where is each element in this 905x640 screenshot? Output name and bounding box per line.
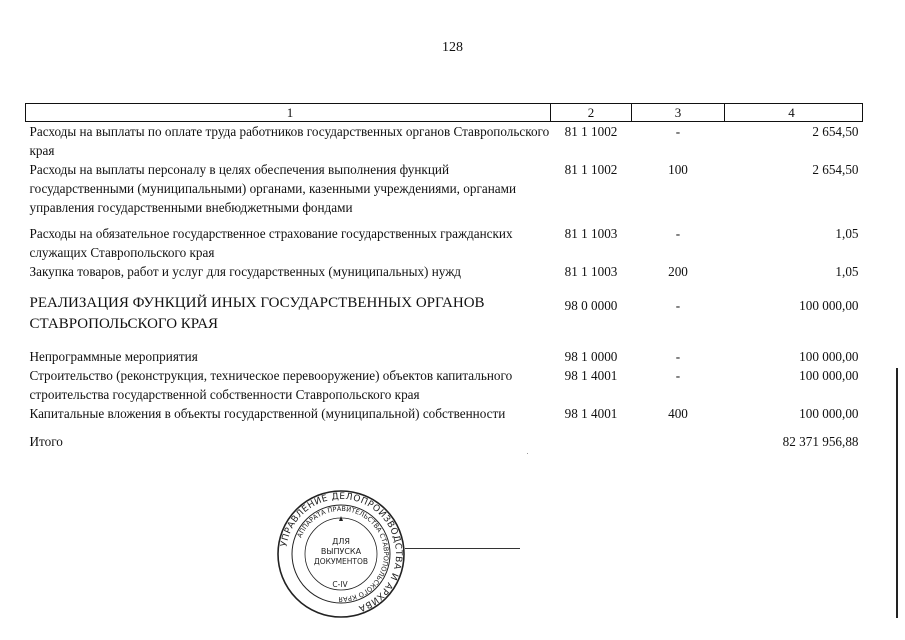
row-type: - xyxy=(675,124,681,139)
column-header-4: 4 xyxy=(725,104,863,122)
official-stamp xyxy=(276,489,406,619)
row-code: 98 1 0000 xyxy=(564,349,618,364)
row-amount: 2 654,50 xyxy=(812,162,859,177)
row-name: Капитальные вложения в объекты государственной (муниципальной) собственности xyxy=(29,406,506,421)
star-icon xyxy=(339,516,343,521)
row-name: Расходы на выплаты по оплате труда работников государственных органов Ставропольского края xyxy=(29,124,550,158)
section-title: РЕАЛИЗАЦИЯ ФУНКЦИЙ ИНЫХ ГОСУДАРСТВЕННЫХ ОРГАНОВ СТАВРОПОЛЬСКОГО КРАЯ xyxy=(29,295,485,332)
table-row xyxy=(26,224,863,262)
section-row xyxy=(26,281,863,347)
table-row xyxy=(26,122,863,161)
scan-speck xyxy=(527,453,528,454)
row-code: 81 1 1003 xyxy=(564,264,618,279)
table-row xyxy=(26,404,863,430)
page-number: 128 xyxy=(442,40,463,55)
total-type-empty xyxy=(632,430,725,451)
row-name: Непрограммные мероприятия xyxy=(29,349,198,364)
signature-line xyxy=(405,548,520,549)
table-row xyxy=(26,160,863,224)
column-header-2: 2 xyxy=(551,104,632,122)
table-row xyxy=(26,366,863,404)
row-name: Расходы на обязательное государственное страхование государственных гражданских служащих Ставропольского края xyxy=(29,226,513,260)
margin-edge-line xyxy=(896,368,898,618)
row-code: 81 1 1002 xyxy=(564,162,618,177)
budget-table xyxy=(25,103,863,451)
row-amount: 2 654,50 xyxy=(812,124,859,139)
row-type: 200 xyxy=(668,264,688,279)
row-code: 81 1 1002 xyxy=(564,124,618,139)
table-header-row xyxy=(26,104,863,122)
stamp-center-line1: ДЛЯ xyxy=(332,537,350,546)
table-row xyxy=(26,262,863,281)
row-amount: 1,05 xyxy=(835,226,859,241)
total-code-empty xyxy=(551,430,632,451)
column-header-1: 1 xyxy=(26,104,551,122)
stamp-code: С-IV xyxy=(332,580,348,589)
row-type: - xyxy=(675,226,681,241)
row-name: Расходы на выплаты персоналу в целях обеспечения выполнения функций государственными (муниципальными) органами, казенными учреждениями, органами управления государственными внебюджетными фондами xyxy=(29,162,517,215)
column-header-3: 3 xyxy=(632,104,725,122)
stamp-center-line2: ВЫПУСКА xyxy=(320,547,362,556)
row-amount: 100 000,00 xyxy=(799,368,859,383)
row-type: 400 xyxy=(668,406,688,421)
row-code: 98 1 4001 xyxy=(564,368,618,383)
total-row xyxy=(26,430,863,451)
row-type: - xyxy=(675,368,681,383)
row-amount: 100 000,00 xyxy=(799,406,859,421)
row-type: - xyxy=(675,298,681,313)
total-label: Итого xyxy=(29,434,63,449)
row-name: Строительство (реконструкция, техническое перевооружение) объектов капитального строительства государственной собственности Ставропольского края xyxy=(29,368,513,402)
total-amount: 82 371 956,88 xyxy=(782,434,859,449)
stamp-center-line3: ДОКУМЕНТОВ xyxy=(313,557,369,566)
row-name: Закупка товаров, работ и услуг для государственных (муниципальных) нужд xyxy=(29,264,462,279)
row-type: 100 xyxy=(668,162,688,177)
row-amount: 100 000,00 xyxy=(799,349,859,364)
row-code: 98 0 0000 xyxy=(564,298,618,313)
row-amount: 1,05 xyxy=(835,264,859,279)
row-amount: 100 000,00 xyxy=(799,298,859,313)
row-code: 98 1 4001 xyxy=(564,406,618,421)
row-type: - xyxy=(675,349,681,364)
stamp-inner-text: АППАРАТА ПРАВИТЕЛЬСТВА СТАВРОПОЛЬСКОГО КРАЯ xyxy=(295,504,391,604)
stamp-outer-text: УПРАВЛЕНИЕ ДЕЛОПРОИЗВОДСТВА И АРХИВА xyxy=(279,491,404,614)
table-row xyxy=(26,347,863,366)
row-code: 81 1 1003 xyxy=(564,226,618,241)
